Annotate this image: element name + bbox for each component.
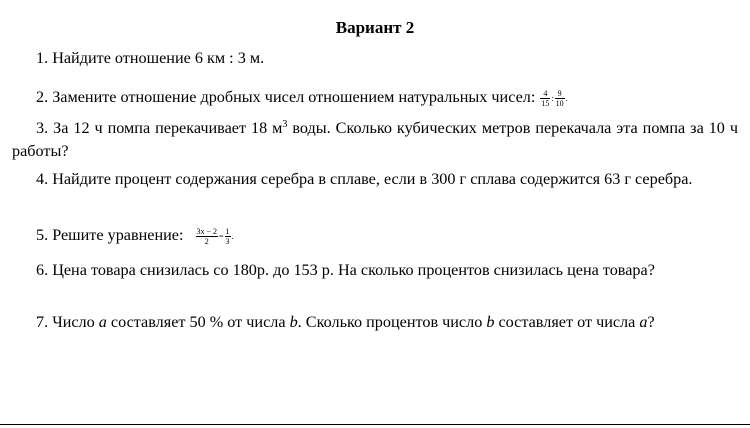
task-5-text: 5. Решите уравнение: bbox=[36, 226, 184, 244]
equals-sign: = bbox=[219, 231, 224, 241]
page-title: Вариант 2 bbox=[335, 18, 415, 37]
task-2-text: 2. Замените отношение дробных чисел отношением натуральных чисел: bbox=[36, 88, 536, 106]
task-3-before: 3. За 12 ч помпа перекачивает 18 м bbox=[36, 119, 283, 137]
var-b: b bbox=[486, 313, 495, 331]
task-7-part: 7. Число bbox=[36, 313, 99, 331]
task-3-after: воды. Сколько кубических метров перекачала эта помпа за 10 ч работы? bbox=[12, 119, 738, 160]
var-b: b bbox=[289, 313, 298, 331]
task-7 bbox=[12, 311, 738, 334]
task-6 bbox=[12, 259, 738, 282]
ratio-colon: : bbox=[551, 93, 554, 103]
equation-rhs-fraction: $\frac{1}{3}$ bbox=[225, 226, 230, 246]
var-a: a bbox=[98, 313, 107, 331]
task-7-part: составляет от числа bbox=[494, 313, 640, 331]
equation-lhs-fraction: $\frac{3x - 2}{2}$ bbox=[196, 226, 218, 246]
task-3 bbox=[12, 117, 738, 163]
task-7-part: составляет 50 % от числа bbox=[106, 313, 290, 331]
task-2-end: . bbox=[565, 93, 568, 103]
task-2 bbox=[12, 86, 738, 110]
fraction-4-15: $\frac{4}{15}$ bbox=[541, 88, 550, 108]
bottom-border bbox=[0, 424, 750, 425]
task-6-text: 6. Цена товара снизилась со 180р. до 153 р. На сколько процентов снизилась цена товара? bbox=[36, 261, 655, 279]
task-4 bbox=[12, 168, 738, 191]
task-1 bbox=[12, 47, 738, 70]
task-5 bbox=[12, 224, 738, 248]
task-7-part: ? bbox=[647, 313, 655, 331]
var-a: a bbox=[639, 313, 648, 331]
task-5-end: . bbox=[231, 231, 234, 241]
fraction-9-10: $\frac{9}{10}$ bbox=[555, 88, 564, 108]
task-4-text: 4. Найдите процент содержания серебра в сплаве, если в 300 г сплава содержится 63 г серебра. bbox=[36, 170, 693, 188]
cubic-superscript: 3 bbox=[282, 119, 288, 130]
task-7-part: . Сколько процентов число bbox=[297, 313, 487, 331]
task-1-text: 1. Найдите отношение 6 км : 3 м. bbox=[36, 49, 265, 67]
